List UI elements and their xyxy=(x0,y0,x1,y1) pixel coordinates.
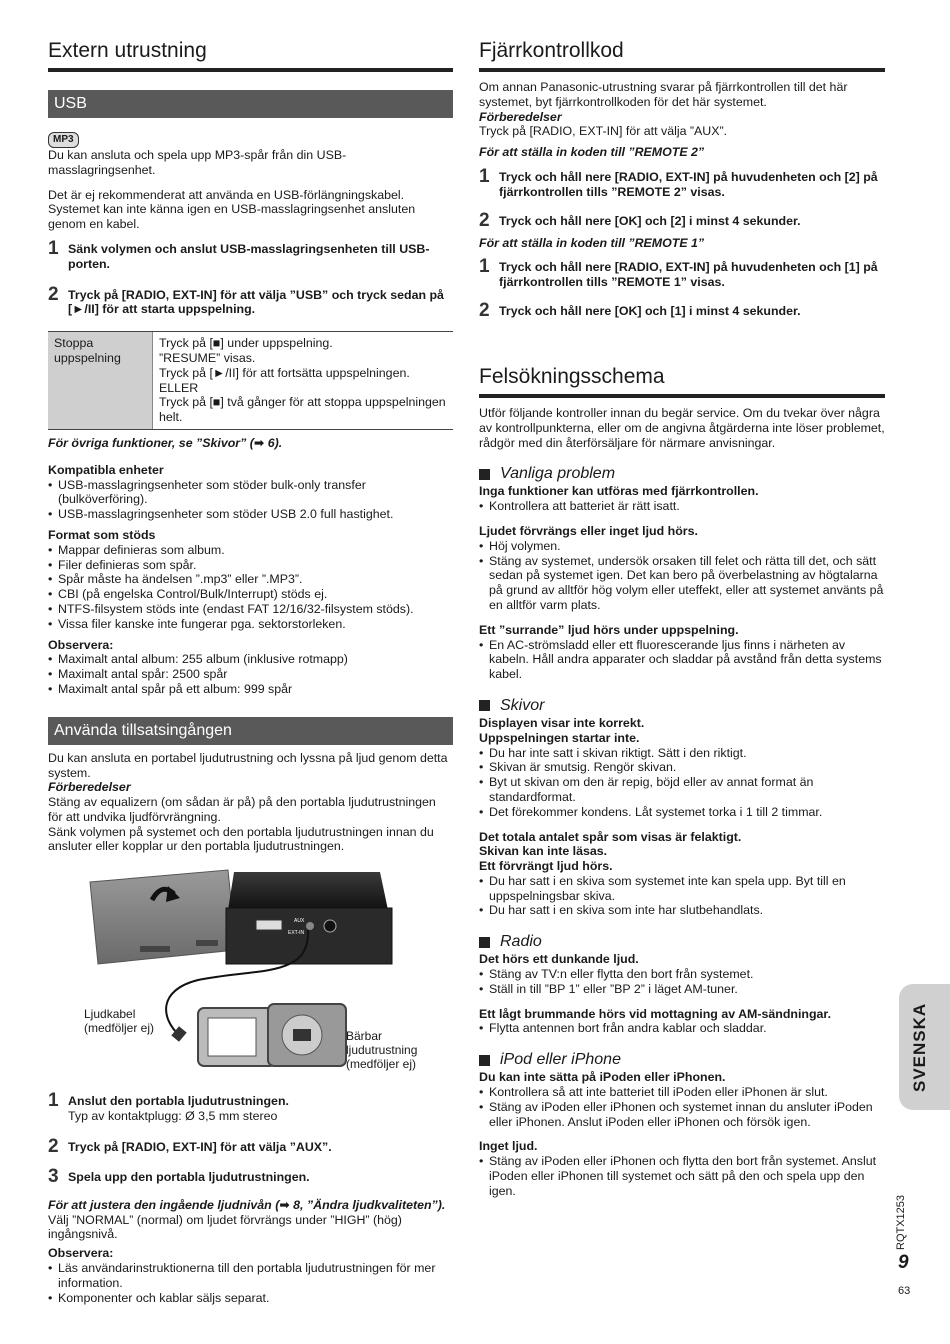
section-title-trouble: Felsökningsschema xyxy=(479,364,885,398)
table-label: Stoppa uppspelning xyxy=(48,332,152,429)
answer-list xyxy=(479,1154,885,1198)
question: Ett lågt brummande hörs vid mottagning av AM-sändningar. xyxy=(479,1006,832,1021)
list-item: • Maximalt antal spår på ett album: 999 spår xyxy=(48,682,453,697)
usb-note-list xyxy=(48,652,453,696)
heading-text: Vanliga problem xyxy=(500,465,616,483)
question: Displayen visar inte korrekt. xyxy=(479,715,645,730)
list-item: • Stäng av iPoden eller iPhonen och systemet innan du ansluter iPoden eller iPhonen. Anslut iPoden eller iPhonen och försök igen. xyxy=(479,1100,885,1130)
right-column xyxy=(479,38,885,1199)
list-item: • Stäng av systemet, undersök orsaken till felet och rätta till det, och sätt sedan på systemet igen. Det kan bero på överbelastning av högtalarna på grund av alltför hög volym eller uteffekt, eller att systemet använts på en alltför varm plats. xyxy=(479,554,885,613)
connection-illustration xyxy=(48,868,453,1084)
language-label: SVENSKA xyxy=(910,1002,929,1092)
list-item: • Det förekommer kondens. Låt systemet torka i 1 till 2 timmar. xyxy=(479,805,885,820)
heading-common-problems xyxy=(479,464,885,484)
remote1-step-2 xyxy=(479,299,885,321)
compat-list xyxy=(48,478,453,522)
aux-intro: Du kan ansluta en portabel ljudutrustning och lyssna på ljud genom detta system. xyxy=(48,750,448,780)
left-column xyxy=(48,38,453,1305)
remote1-step-1 xyxy=(479,258,885,290)
knob-icon xyxy=(324,920,336,932)
remote2-step-1 xyxy=(479,165,885,200)
step-text: Tryck på [RADIO, EXT-IN] för att välja ”AUX”. xyxy=(68,1139,332,1154)
portable-label xyxy=(346,1029,417,1071)
aux-step-1 xyxy=(48,1092,453,1124)
format-title: Format som stöds xyxy=(48,527,156,542)
list-item: • Kontrollera så att inte batteriet till iPoden eller iPhonen är slut. xyxy=(479,1085,885,1100)
page-number-secondary: 63 xyxy=(898,1285,911,1297)
step-number: 1 xyxy=(48,1090,59,1112)
question: Ljudet förvrängs eller inget ljud hörs. xyxy=(479,523,698,538)
square-bullet-icon xyxy=(479,937,490,948)
connection-diagram-svg xyxy=(48,868,453,1084)
step-text: Tryck och håll nere [RADIO, EXT-IN] på huvudenheten och [2] på fjärrkontrollen tills ”REMOTE 2” visas. xyxy=(499,169,878,199)
remote2-title: För att ställa in koden till ”REMOTE 2” xyxy=(479,145,705,160)
heading-ipod xyxy=(479,1050,885,1070)
answer-list xyxy=(479,746,885,820)
step-number: 1 xyxy=(48,237,59,259)
adjust-title: För att justera den ingående ljudnivån (➡ 8, ”Ändra ljudkvaliteten”). xyxy=(48,1197,446,1212)
unit-body xyxy=(226,908,392,964)
square-bullet-icon xyxy=(479,469,490,480)
step-text: Tryck på [RADIO, EXT-IN] för att välja ”USB” och tryck sedan på [►/II] för att starta uppspelning. xyxy=(68,287,444,317)
list-item: • Kontrollera att batteriet är rätt isatt. xyxy=(479,499,885,514)
aux-prep-title: Förberedelser xyxy=(48,780,131,795)
format-list xyxy=(48,543,453,632)
inset-slot xyxy=(140,946,170,952)
usb-step-1 xyxy=(48,237,453,272)
aux-jack-icon xyxy=(306,922,314,930)
stop-playback-table xyxy=(48,331,453,430)
heading-radio xyxy=(479,932,885,952)
list-item: • Skivan är smutsig. Rengör skivan. xyxy=(479,760,885,775)
table-line: Tryck på [►/II] för att fortsätta uppspelningen. xyxy=(159,365,410,380)
step-subtext: Typ av kontaktplugg: Ø 3,5 mm stereo xyxy=(68,1109,278,1124)
list-item: • Höj volymen. xyxy=(479,539,885,554)
step-number: 2 xyxy=(479,299,490,321)
remote2-step-2 xyxy=(479,209,885,231)
list-item: • Ställ in till ”BP 1” eller ”BP 2” i läget AM-tuner. xyxy=(479,982,885,997)
question: Inget ljud. xyxy=(479,1139,538,1154)
other-functions-note: För övriga funktioner, se ”Skivor” (➡ 6). xyxy=(48,435,283,450)
square-bullet-icon xyxy=(479,700,490,711)
list-item: • Vissa filer kanske inte fungerar pga. sektorstorleken. xyxy=(48,617,453,632)
list-item: • Stäng av iPoden eller iPhonen och flytta den bort från systemet. Anslut iPoden eller iPhonen till systemet och sätt på den och spela upp den igen. xyxy=(479,1154,885,1198)
section-title-external: Extern utrustning xyxy=(48,38,453,72)
usb-cable-note: Det är ej rekommenderat att använda en USB-förlängningskabel. Systemet kan inte känna igen en USB-masslagringsenhet ansluten genom en kabel. xyxy=(48,187,416,232)
portable-label-line: Bärbar xyxy=(346,1029,383,1044)
portable-label-line: (medföljer ej) xyxy=(346,1057,417,1072)
step-number: 1 xyxy=(479,256,490,278)
list-item: • CBI (på engelska Control/Bulk/Interrupt) stöds ej. xyxy=(48,587,453,602)
list-item: • Du har inte satt i skivan riktigt. Sätt i den riktigt. xyxy=(479,746,885,761)
step-text: Tryck och håll nere [OK] och [2] i minst 4 sekunder. xyxy=(499,213,801,228)
cable-label-line: Ljudkabel xyxy=(84,1007,136,1022)
table-line: Tryck på [■] under uppspelning. xyxy=(159,336,333,351)
question: Det totala antalet spår som visas är felaktigt. xyxy=(479,829,742,844)
heading-text: iPod eller iPhone xyxy=(500,1051,621,1069)
list-item: • Du har satt i en skiva som systemet inte kan spela upp. Byt till en uppspelningsbar skiva. xyxy=(479,874,885,904)
aux-step-2 xyxy=(48,1135,453,1157)
question: Skivan kan inte läsas. xyxy=(479,844,608,859)
list-item: • Maximalt antal spår: 2500 spår xyxy=(48,667,453,682)
step-number: 1 xyxy=(479,165,490,187)
step-number: 3 xyxy=(48,1165,59,1187)
answer-list xyxy=(479,874,885,918)
answer-list xyxy=(479,1021,885,1036)
table-line: ”RESUME” visas. xyxy=(159,350,256,365)
remote-prep: Tryck på [RADIO, EXT-IN] för att välja ”AUX”. xyxy=(479,124,728,139)
document-code: RQTX1253 xyxy=(895,1194,907,1250)
aux-step-3 xyxy=(48,1165,453,1187)
heading-text: Radio xyxy=(500,933,542,951)
mp3-badge: MP3 xyxy=(48,132,79,148)
list-item: • Byt ut skivan om den är repig, böjd eller av annat format än standardformat. xyxy=(479,775,885,805)
list-item: • Spår måste ha ändelsen ”.mp3” eller ”.MP3”. xyxy=(48,572,453,587)
step-text: Tryck och håll nere [OK] och [1] i minst 4 sekunder. xyxy=(499,303,801,318)
list-item: • Filer definieras som spår. xyxy=(48,558,453,573)
step-text: Sänk volymen och anslut USB-masslagringsenheten till USB-porten. xyxy=(68,241,430,271)
aux-prep-1: Stäng av equalizern (om sådan är på) på den portabla ljudutrustningen för att undvika ljudförvrängning. xyxy=(48,795,436,824)
play-button-icon xyxy=(293,1029,311,1041)
list-item: • Maximalt antal album: 255 album (inklusive rotmapp) xyxy=(48,652,453,667)
adjust-text: Välj ”NORMAL” (normal) om ljudet förvrängs under ”HIGH” (hög) ingångsnivå. xyxy=(48,1212,402,1242)
remote-intro: Om annan Panasonic-utrustning svarar på fjärrkontrollen till det här systemet, byt fjärrkontrollkoden för det här systemet. xyxy=(479,80,848,109)
answer-list xyxy=(479,638,885,682)
extin-label: EXT-IN xyxy=(288,930,305,937)
step-text: Tryck och håll nere [RADIO, EXT-IN] på huvudenheten och [1] på fjärrkontrollen tills ”REMOTE 1” visas. xyxy=(499,260,878,290)
question: Du kan inte sätta på iPoden eller iPhonen. xyxy=(479,1070,726,1085)
question: Uppspelningen startar inte. xyxy=(479,730,640,745)
heading-discs xyxy=(479,696,885,716)
aux-prep-2: Sänk volymen på systemet och den portabla ljudutrustningen innan du ansluter eller kopplar ur den portabla ljudutrustningen. xyxy=(48,824,434,854)
list-item: • NTFS-filsystem stöds inte (endast FAT 12/16/32-filsystem stöds). xyxy=(48,602,453,617)
answer-list xyxy=(479,967,885,997)
step-text: Spela upp den portabla ljudutrustningen. xyxy=(68,1169,310,1184)
usb-heading-bar: USB xyxy=(48,90,453,118)
list-item: • En AC-strömsladd eller ett fluorescerande ljus finns i närheten av kabeln. Håll andra apparater och sladdar på avstånd från detta systems kabel. xyxy=(479,638,885,682)
trouble-intro: Utför följande kontroller innan du begär service. Om du tvekar över några av kontrollpunkterna, eller om de angivna åtgärderna inte löser problemet, rådgör med din återförsäljare för närmare anvisningar. xyxy=(479,405,885,450)
usb-intro: Du kan ansluta och spela upp MP3-spår från din USB-masslagringsenhet. xyxy=(48,148,347,177)
usb-note-title: Observera: xyxy=(48,637,114,652)
cable-label xyxy=(84,1007,154,1035)
list-item: • Mappar definieras som album. xyxy=(48,543,453,558)
square-bullet-icon xyxy=(479,1055,490,1066)
heading-text: Skivor xyxy=(500,696,545,714)
step-number: 2 xyxy=(48,1135,59,1157)
aux-heading-bar: Använda tillsatsingången xyxy=(48,717,453,745)
list-item: • USB-masslagringsenheter som stöder USB 2.0 full hastighet. xyxy=(48,507,453,522)
usb-port-icon xyxy=(256,920,282,930)
cable-label-line: (medföljer ej) xyxy=(84,1021,155,1036)
compat-title: Kompatibla enheter xyxy=(48,462,164,477)
question: Ett ”surrande” ljud hörs under uppspelning. xyxy=(479,622,739,637)
remote-prep-title: Förberedelser xyxy=(479,109,562,124)
unit-top xyxy=(228,872,388,910)
question: Inga funktioner kan utföras med fjärrkontrollen. xyxy=(479,484,759,499)
table-content xyxy=(152,332,453,429)
answer-list xyxy=(479,539,885,613)
answer-list xyxy=(479,1085,885,1129)
inset-slot xyxy=(196,940,218,946)
aux-note-title: Observera: xyxy=(48,1246,114,1261)
aux-label: AUX xyxy=(294,918,305,925)
page-number: 9 xyxy=(898,1252,909,1273)
usb-step-2 xyxy=(48,283,453,318)
step-number: 2 xyxy=(479,209,490,231)
step-number: 2 xyxy=(48,283,59,305)
answer-list xyxy=(479,499,885,514)
list-item: • Komponenter och kablar säljs separat. xyxy=(48,1291,453,1306)
question: Ett förvrängt ljud hörs. xyxy=(479,859,613,874)
list-item: • Du har satt i en skiva som inte har slutbehandlats. xyxy=(479,903,885,918)
table-line: Tryck på [■] två gånger för att stoppa uppspelningen helt. xyxy=(159,395,446,425)
table-line: ELLER xyxy=(159,380,199,395)
list-item: • Läs användarinstruktionerna till den portabla ljudutrustningen för mer information. xyxy=(48,1261,453,1291)
step-text: Anslut den portabla ljudutrustningen. xyxy=(68,1094,289,1109)
list-item: • Flytta antennen bort från andra kablar och sladdar. xyxy=(479,1021,885,1036)
portable-label-line: ljudutrustning xyxy=(346,1043,418,1058)
language-tab xyxy=(899,984,950,1110)
section-title-remote: Fjärrkontrollkod xyxy=(479,38,885,72)
list-item: • USB-masslagringsenheter som stöder bulk-only transfer (bulköverföring). xyxy=(48,478,453,508)
portable-screen xyxy=(208,1018,256,1056)
remote1-title: För att ställa in koden till ”REMOTE 1” xyxy=(479,235,705,250)
question: Det hörs ett dunkande ljud. xyxy=(479,952,639,967)
list-item: • Stäng av TV:n eller flytta den bort från systemet. xyxy=(479,967,885,982)
aux-note-list xyxy=(48,1261,453,1305)
